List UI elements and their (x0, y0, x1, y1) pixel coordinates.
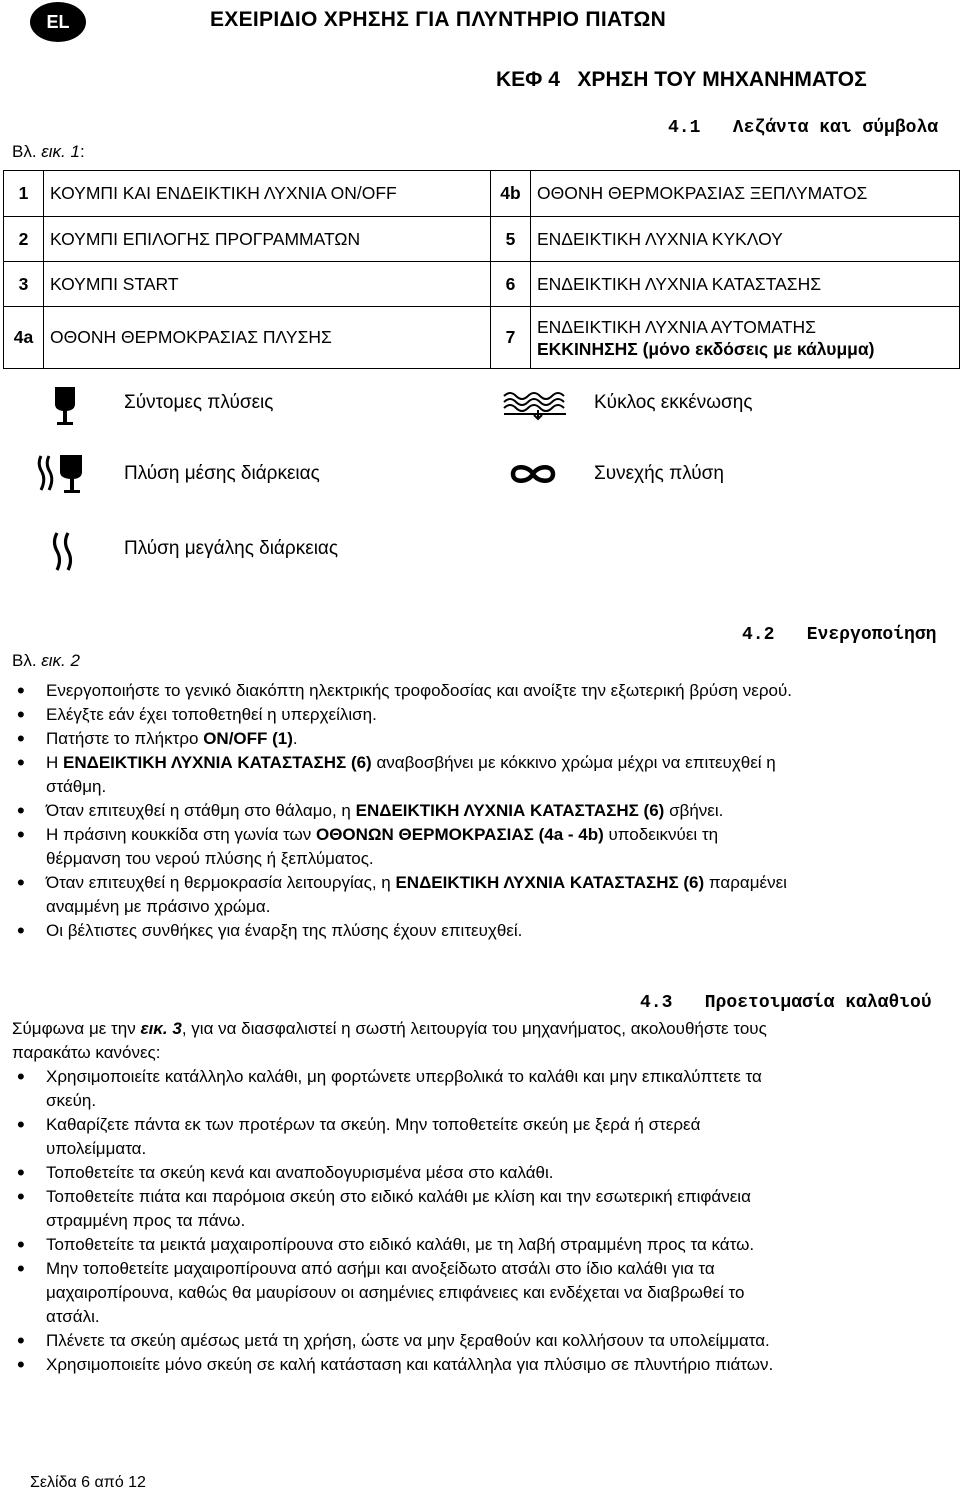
chapter-title: ΚΕΦ 4 ΧΡΗΣΗ ΤΟΥ ΜΗΧΑΝΗΜΑΤΟΣ (496, 68, 867, 91)
list-item: • Ενεργοποιήστε το γενικό διακόπτη ηλεκτρικής τροφοδοσίας και ανοίξτε την εξωτερική βρύση νερού. (8, 679, 958, 703)
section-4-3-intro: Σύμφωνα με την εικ. 3, για να διασφαλιστεί η σωστή λειτουργία του μηχανήματος, ακολουθήστε τους παρακάτω κανόνες: (12, 1019, 767, 1062)
legend-text: ΚΟΥΜΠΙ ΚΑΙ ΕΝΔΕΙΚΤΙΚΗ ΛΥΧΝΙΑ ON/OFF (44, 171, 491, 217)
legend-text (531, 307, 960, 369)
symbol-label: Σύντομες πλύσεις (124, 392, 274, 413)
legend-text: ΟΘΟΝΗ ΘΕΡΜΟΚΡΑΣΙΑΣ ΞΕΠΛΥΜΑΤΟΣ (531, 171, 960, 217)
legend-text: ΕΝΔΕΙΚΤΙΚΗ ΛΥΧΝΙΑ ΚΥΚΛΟΥ (531, 217, 960, 262)
legend-number: 4b (491, 171, 531, 217)
symbol-label: Συνεχής πλύση (594, 463, 724, 484)
glass-icon (52, 386, 78, 426)
figure-ref-link: εικ. 1 (41, 142, 80, 161)
table-row (4, 262, 960, 307)
page-number: Σελίδα 6 από 12 (30, 1474, 146, 1491)
activation-steps-list (8, 679, 958, 943)
legend-number: 3 (4, 262, 44, 307)
list-item: • Τοποθετείτε τα σκεύη κενά και αναποδογυρισμένα μέσα στο καλάθι. (8, 1161, 958, 1185)
list-item: • Πατήστε το πλήκτρο ON/OFF (1). (8, 727, 958, 751)
symbol-label: Κύκλος εκκένωσης (594, 392, 753, 413)
list-item: • Χρησιμοποιείτε κατάλληλο καλάθι, μη φορτώνετε υπερβολικά το καλάθι και μην επικαλύπτετε τα σκεύη. (8, 1065, 958, 1113)
table-row (4, 171, 960, 217)
list-item: • Καθαρίζετε πάντα εκ των προτέρων τα σκεύη. Μην τοποθετείτε σκεύη με ξερά ή στερεά υπολείμματα. (8, 1113, 958, 1161)
list-item: • Η πράσινη κουκκίδα στη γωνία των ΟΘΟΝΩΝ ΘΕΡΜΟΚΡΑΣΙΑΣ (4a - 4b) υποδεικνύει τη θέρμανση του νερού πλύσης ή ξεπλύματος. (8, 823, 958, 871)
legend-text: ΚΟΥΜΠΙ ΕΠΙΛΟΓΗΣ ΠΡΟΓΡΑΜΜΑΤΩΝ (44, 217, 491, 262)
table-row (4, 307, 960, 369)
symbol-label: Πλύση μεγάλης διάρκειας (124, 538, 339, 559)
legend-number: 1 (4, 171, 44, 217)
steam-icon (48, 530, 80, 574)
list-item: • Ελέγξτε εάν έχει τοποθετηθεί η υπερχείλιση. (8, 703, 958, 727)
legend-text-line: ΕΚΚΙΝΗΣΗΣ (μόνο εκδόσεις με κάλυμμα) (537, 338, 875, 359)
section-4-1-title: 4.1 Λεζάντα και σύμβολα (668, 118, 939, 138)
list-item: • Η ΕΝΔΕΙΚΤΙΚΗ ΛΥΧΝΙΑ ΚΑΤΑΣΤΑΣΗΣ (6) αναβοσβήνει με κόκκινο χρώμα μέχρι να επιτευχθεί η στάθμη. (8, 751, 958, 799)
basket-rules-list (8, 1065, 958, 1377)
list-item: • Τοποθετείτε τα μεικτά μαχαιροπίρουνα στο ειδικό καλάθι, με τη λαβή στραμμένη προς τα κάτω. (8, 1233, 958, 1257)
symbol-drain-cycle (500, 388, 572, 422)
list-item: • Όταν επιτευχθεί η στάθμη στο θάλαμο, η ΕΝΔΕΙΚΤΙΚΗ ΛΥΧΝΙΑ ΚΑΤΑΣΤΑΣΗΣ (6) σβήνει. (8, 799, 958, 823)
figure-ref-link: εικ. 3 (140, 1019, 182, 1038)
symbol-long-wash (48, 530, 80, 574)
symbol-short-wash (52, 386, 78, 426)
section-4-2-title: 4.2 Ενεργοποίηση (742, 625, 937, 645)
drain-waves-icon (500, 388, 572, 422)
language-badge: EL (30, 2, 86, 42)
legend-number: 5 (491, 217, 531, 262)
steam-glass-icon (36, 452, 86, 496)
list-item: • Χρησιμοποιείτε μόνο σκεύη σε καλή κατάσταση και κατάλληλα για πλύσιμο σε πλυντήριο πιάτων. (8, 1353, 958, 1377)
list-item: • Μην τοποθετείτε μαχαιροπίρουνα από ασήμι και ανοξείδωτο ατσάλι στο ίδιο καλάθι για τα μαχαιροπίρουνα, καθώς θα μαυρίσουν οι ασημένιες επιφάνειες και ενδέχεται να διαβρωθεί το ατσάλι. (8, 1257, 958, 1329)
legend-number: 7 (491, 307, 531, 369)
symbol-continuous-wash (508, 462, 558, 486)
figure-ref-link: εικ. 2 (41, 651, 80, 670)
section-4-3-title: 4.3 Προετοιμασία καλαθιού (640, 993, 932, 1013)
document-title: ΕΧΕΙΡΙΔΙΟ ΧΡΗΣΗΣ ΓΙΑ ΠΛΥΝΤΗΡΙΟ ΠΙΑΤΩΝ (210, 8, 667, 31)
list-item: • Πλένετε τα σκεύη αμέσως μετά τη χρήση, ώστε να μην ξεραθούν και κολλήσουν τα υπολείμματα. (8, 1329, 958, 1353)
figure-ref-1: Βλ. εικ. 1: (12, 142, 85, 161)
legend-number: 4a (4, 307, 44, 369)
legend-text: ΟΘΟΝΗ ΘΕΡΜΟΚΡΑΣΙΑΣ ΠΛΥΣΗΣ (44, 307, 491, 369)
legend-table (3, 170, 960, 369)
infinity-icon (508, 462, 558, 486)
list-item: • Όταν επιτευχθεί η θερμοκρασία λειτουργίας, η ΕΝΔΕΙΚΤΙΚΗ ΛΥΧΝΙΑ ΚΑΤΑΣΤΑΣΗΣ (6) παραμένει αναμμένη με πράσινο χρώμα. (8, 871, 958, 919)
symbol-medium-wash (36, 452, 86, 496)
legend-number: 2 (4, 217, 44, 262)
list-item: • Οι βέλτιστες συνθήκες για έναρξη της πλύσης έχουν επιτευχθεί. (8, 919, 958, 943)
symbol-label: Πλύση μέσης διάρκειας (124, 463, 320, 484)
legend-text-line: ΕΝΔΕΙΚΤΙΚΗ ΛΥΧΝΙΑ ΑΥΤΟΜΑΤΗΣ (537, 316, 816, 337)
figure-ref-2: Βλ. εικ. 2 (12, 651, 80, 670)
legend-number: 6 (491, 262, 531, 307)
list-item: • Τοποθετείτε πιάτα και παρόμοια σκεύη στο ειδικό καλάθι με κλίση και την εσωτερική επιφάνεια στραμμένη προς τα πάνω. (8, 1185, 958, 1233)
legend-text: ΕΝΔΕΙΚΤΙΚΗ ΛΥΧΝΙΑ ΚΑΤΑΣΤΑΣΗΣ (531, 262, 960, 307)
legend-text: ΚΟΥΜΠΙ START (44, 262, 491, 307)
table-row (4, 217, 960, 262)
